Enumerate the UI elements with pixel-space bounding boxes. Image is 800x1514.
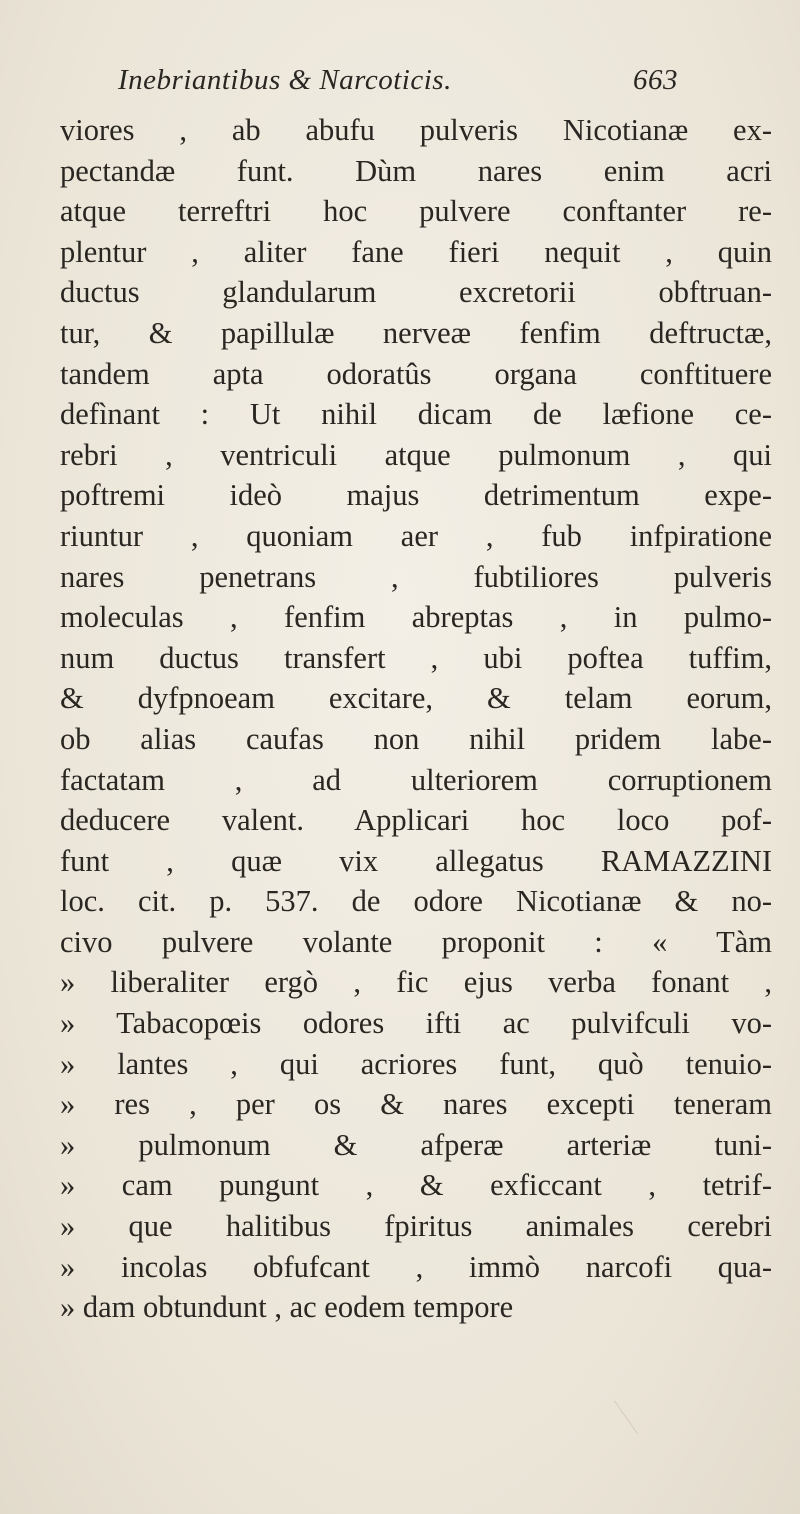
text-line: » liberaliter ergò , fic ejus verba fonant , — [60, 965, 772, 1000]
text-line: moleculas , fenfim abreptas , in pulmo- — [60, 600, 772, 635]
text-line: riuntur , quoniam aer , fub infpiratione — [60, 518, 772, 553]
paper-mark — [614, 1366, 687, 1434]
text-line: » que halitibus fpiritus animales cerebri — [60, 1209, 772, 1244]
text-line: viores , ab abufu pulveris Nicotianæ ex- — [60, 113, 772, 147]
text-line: ductus glandularum excretorii obftruan- — [60, 275, 772, 310]
text-line: » cam pungunt , & exficcant , tetrif- — [60, 1168, 772, 1203]
text-line: » lantes , qui acriores funt, quò tenuio- — [60, 1046, 772, 1081]
running-head — [118, 64, 678, 104]
text-line: rebri , ventriculi atque pulmonum , qui — [60, 437, 772, 472]
text-line: & dyfpnoeam excitare, & telam eorum, — [60, 681, 772, 716]
text-line: » incolas obfufcant , immò narcofi qua- — [60, 1249, 772, 1284]
text-line: » res , per os & nares excepti teneram — [60, 1087, 772, 1122]
text-line: nares penetrans , fubtiliores pulveris — [60, 559, 772, 594]
text-line: loc. cit. p. 537. de odore Nicotianæ & no- — [60, 884, 772, 919]
text-line: atque terreftri hoc pulvere conftanter re- — [60, 194, 772, 229]
text-line: civo pulvere volante proponit : « Tàm — [60, 924, 772, 959]
text-line: plentur , aliter fane fieri nequit , quin — [60, 234, 772, 269]
text-line: tur, & papillulæ nerveæ fenfim deftructæ, — [60, 315, 772, 350]
text-line: funt , quæ vix allegatus RAMAZZINI — [60, 843, 772, 878]
text-line: » dam obtundunt , ac eodem tempore — [60, 1290, 514, 1325]
text-line: defìnant : Ut nihil dicam de læfione ce- — [60, 397, 772, 432]
text-line: ob alias caufas non nihil pridem labe- — [60, 721, 772, 756]
body-text — [60, 110, 772, 1328]
text-line: factatam , ad ulteriorem corruptionem — [60, 762, 772, 797]
running-head-title: Inebriantibus & Narcoticis. — [118, 64, 452, 96]
text-line: poftremi ideò majus detrimentum expe- — [60, 478, 772, 513]
text-line: » Tabacopœis odores ifti ac pulvifculi vo- — [60, 1006, 772, 1041]
text-line: deducere valent. Applicari hoc loco pof- — [60, 803, 772, 838]
text-line: num ductus transfert , ubi poftea tuffim, — [60, 640, 772, 675]
text-line: pectandæ funt. Dùm nares enim acri — [60, 153, 772, 188]
text-line: » pulmonum & afperæ arteriæ tuni- — [60, 1127, 772, 1162]
text-line: tandem apta odoratûs organa conftituere — [60, 356, 772, 391]
page-number: 663 — [633, 64, 678, 96]
